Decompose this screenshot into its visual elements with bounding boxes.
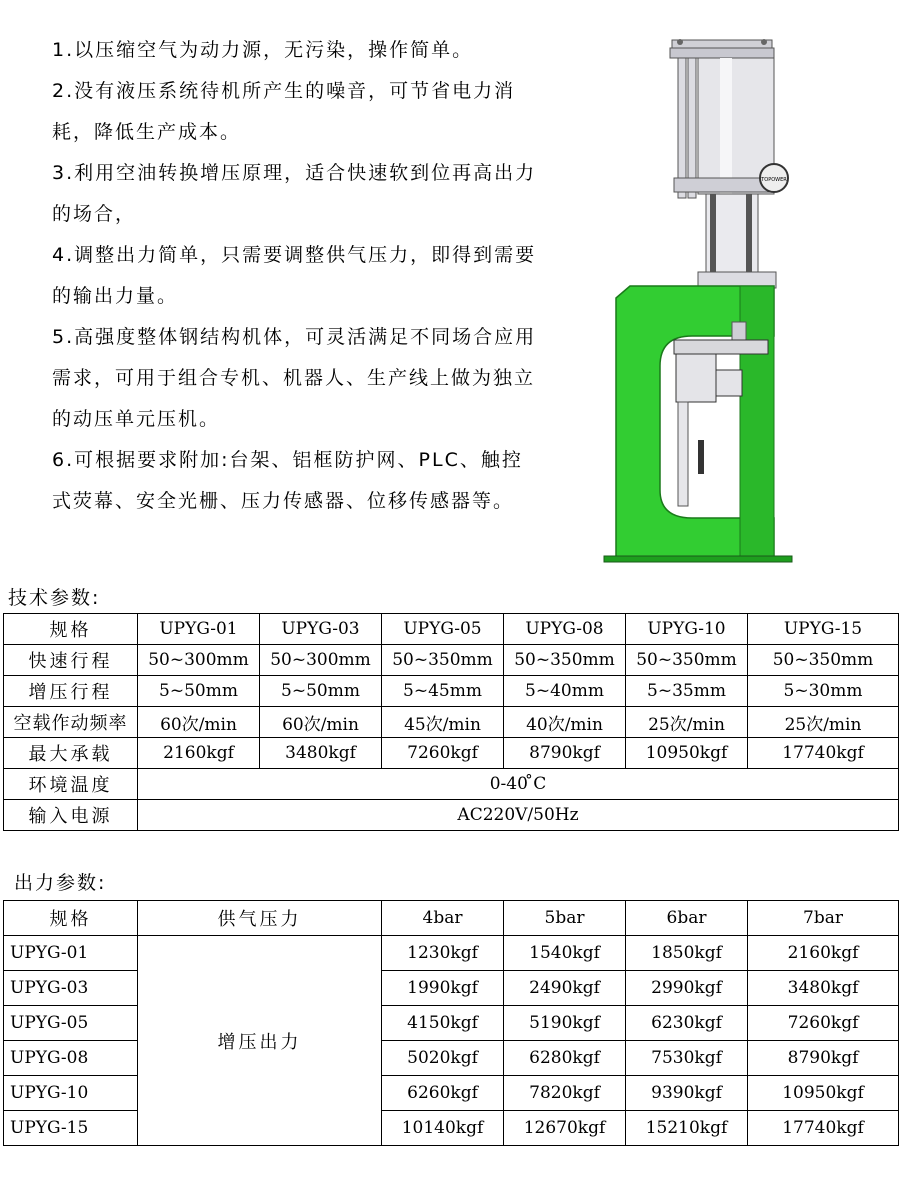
- table-cell: 50~350mm: [748, 645, 899, 676]
- table-cell: 50~350mm: [626, 645, 748, 676]
- output-params-table: [3, 900, 899, 1146]
- cylinder-highlight: [720, 58, 732, 194]
- model-header: UPYG-15: [748, 614, 899, 645]
- table-cell: 7260kgf: [748, 1006, 899, 1041]
- table-cell: 10950kgf: [626, 738, 748, 769]
- model-cell: UPYG-08: [4, 1041, 138, 1076]
- table-cell: 8790kgf: [504, 738, 626, 769]
- table-cell: 5~40mm: [504, 676, 626, 707]
- tech-params-table: [3, 613, 899, 831]
- table-cell: 45次/min: [382, 707, 504, 738]
- table-cell: 60次/min: [260, 707, 382, 738]
- model-header: UPYG-10: [626, 614, 748, 645]
- row-label: 最大承载: [4, 738, 138, 769]
- table-cell: 7260kgf: [382, 738, 504, 769]
- model-header: UPYG-08: [504, 614, 626, 645]
- tool-block: [716, 370, 742, 396]
- output-params-title: 出力参数:: [14, 872, 107, 894]
- table-cell: 50~300mm: [138, 645, 260, 676]
- table-cell: 9390kgf: [626, 1076, 748, 1111]
- model-header: UPYG-03: [260, 614, 382, 645]
- table-cell: 50~350mm: [382, 645, 504, 676]
- piston-rod: [732, 322, 746, 342]
- table-cell: 10950kgf: [748, 1076, 899, 1111]
- bolt: [677, 39, 683, 45]
- table-cell: 17740kgf: [748, 738, 899, 769]
- table-cell: 7530kgf: [626, 1041, 748, 1076]
- table-cell: 5190kgf: [504, 1006, 626, 1041]
- force-label: 增压出力: [138, 936, 382, 1146]
- table-cell: 5~50mm: [260, 676, 382, 707]
- top-plate: [672, 40, 772, 48]
- table-cell: 1230kgf: [382, 936, 504, 971]
- tie-rod: [678, 58, 686, 198]
- model-cell: UPYG-05: [4, 1006, 138, 1041]
- table-cell: 6230kgf: [626, 1006, 748, 1041]
- row-label: 增压行程: [4, 676, 138, 707]
- tie-rod: [688, 58, 696, 198]
- spec-label: 规格: [4, 614, 138, 645]
- table-cell: 15210kgf: [626, 1111, 748, 1146]
- table-cell: 17740kgf: [748, 1111, 899, 1146]
- table-row: [4, 738, 899, 769]
- guide-column: [678, 402, 688, 506]
- row-label: 快速行程: [4, 645, 138, 676]
- table-cell: 25次/min: [748, 707, 899, 738]
- table-header-row: [4, 614, 899, 645]
- pressure-header: 6bar: [626, 901, 748, 936]
- tool-block: [676, 354, 716, 402]
- table-cell: 5~30mm: [748, 676, 899, 707]
- table-cell: 10140kgf: [382, 1111, 504, 1146]
- table-cell: 2160kgf: [138, 738, 260, 769]
- model-header: UPYG-05: [382, 614, 504, 645]
- table-cell: 1540kgf: [504, 936, 626, 971]
- bolt: [761, 39, 767, 45]
- table-cell: 5020kgf: [382, 1041, 504, 1076]
- table-cell: 50~300mm: [260, 645, 382, 676]
- table-row: [4, 769, 899, 800]
- gauge-label: TOPOWER: [761, 177, 787, 183]
- pressure-header: 7bar: [748, 901, 899, 936]
- model-cell: UPYG-03: [4, 971, 138, 1006]
- model-cell: UPYG-15: [4, 1111, 138, 1146]
- tech-params-title: 技术参数:: [8, 587, 101, 609]
- table-cell: 40次/min: [504, 707, 626, 738]
- table-cell: 5~35mm: [626, 676, 748, 707]
- table-cell: 6260kgf: [382, 1076, 504, 1111]
- model-header: UPYG-01: [138, 614, 260, 645]
- table-cell: 2490kgf: [504, 971, 626, 1006]
- feature-item: 4.调整出力简单，只需要调整供气压力，即得到需要的输出力量。: [52, 244, 537, 307]
- pressure-header: 5bar: [504, 901, 626, 936]
- machine-base: [604, 556, 792, 562]
- feature-item: 3.利用空油转换增压原理，适合快速软到位再高出力的场合，: [52, 162, 537, 225]
- table-cell: 25次/min: [626, 707, 748, 738]
- table-row: [4, 936, 899, 971]
- row-label: 空载作动频率: [4, 707, 138, 738]
- table-cell: 1990kgf: [382, 971, 504, 1006]
- table-cell: 7820kgf: [504, 1076, 626, 1111]
- table-cell: 0-40 ̊C: [138, 769, 899, 800]
- table-row: [4, 707, 899, 738]
- tool-plate: [674, 340, 768, 354]
- row-label: 输入电源: [4, 800, 138, 831]
- table-cell: 6280kgf: [504, 1041, 626, 1076]
- table-row: [4, 800, 899, 831]
- pressure-header: 4bar: [382, 901, 504, 936]
- table-cell: 1850kgf: [626, 936, 748, 971]
- table-cell: 50~350mm: [504, 645, 626, 676]
- model-cell: UPYG-10: [4, 1076, 138, 1111]
- table-cell: 3480kgf: [260, 738, 382, 769]
- spec-label: 规格: [4, 901, 138, 936]
- table-cell: 8790kgf: [748, 1041, 899, 1076]
- press-machine-illustration: [600, 36, 800, 564]
- table-row: [4, 645, 899, 676]
- table-cell: 4150kgf: [382, 1006, 504, 1041]
- feature-list: [52, 30, 542, 522]
- feature-item: 2.没有液压系统待机所产生的噪音，可节省电力消耗，降低生产成本。: [52, 80, 516, 143]
- tie-rod: [746, 194, 752, 278]
- model-cell: UPYG-01: [4, 936, 138, 971]
- table-cell: 2160kgf: [748, 936, 899, 971]
- feature-item: 5.高强度整体钢结构机体，可灵活满足不同场合应用需求，可用于组合专机、机器人、生产线上做为独立的动压单元压机。: [52, 326, 537, 430]
- table-cell: AC220V/50Hz: [138, 800, 899, 831]
- sensor-icon: [698, 440, 704, 474]
- feature-item: 1.以压缩空气为动力源，无污染，操作简单。: [52, 39, 474, 61]
- top-plate: [670, 48, 774, 58]
- table-header-row: [4, 901, 899, 936]
- table-cell: 12670kgf: [504, 1111, 626, 1146]
- table-cell: 2990kgf: [626, 971, 748, 1006]
- table-cell: 5~50mm: [138, 676, 260, 707]
- table-cell: 3480kgf: [748, 971, 899, 1006]
- row-label: 环境温度: [4, 769, 138, 800]
- table-cell: 5~45mm: [382, 676, 504, 707]
- tie-rod: [710, 194, 716, 278]
- table-cell: 60次/min: [138, 707, 260, 738]
- table-row: [4, 676, 899, 707]
- pressure-label: 供气压力: [138, 901, 382, 936]
- feature-item: 6.可根据要求附加:台架、铝框防护网、PLC、触控式荧幕、安全光栅、压力传感器、位移传感器等。: [52, 449, 523, 512]
